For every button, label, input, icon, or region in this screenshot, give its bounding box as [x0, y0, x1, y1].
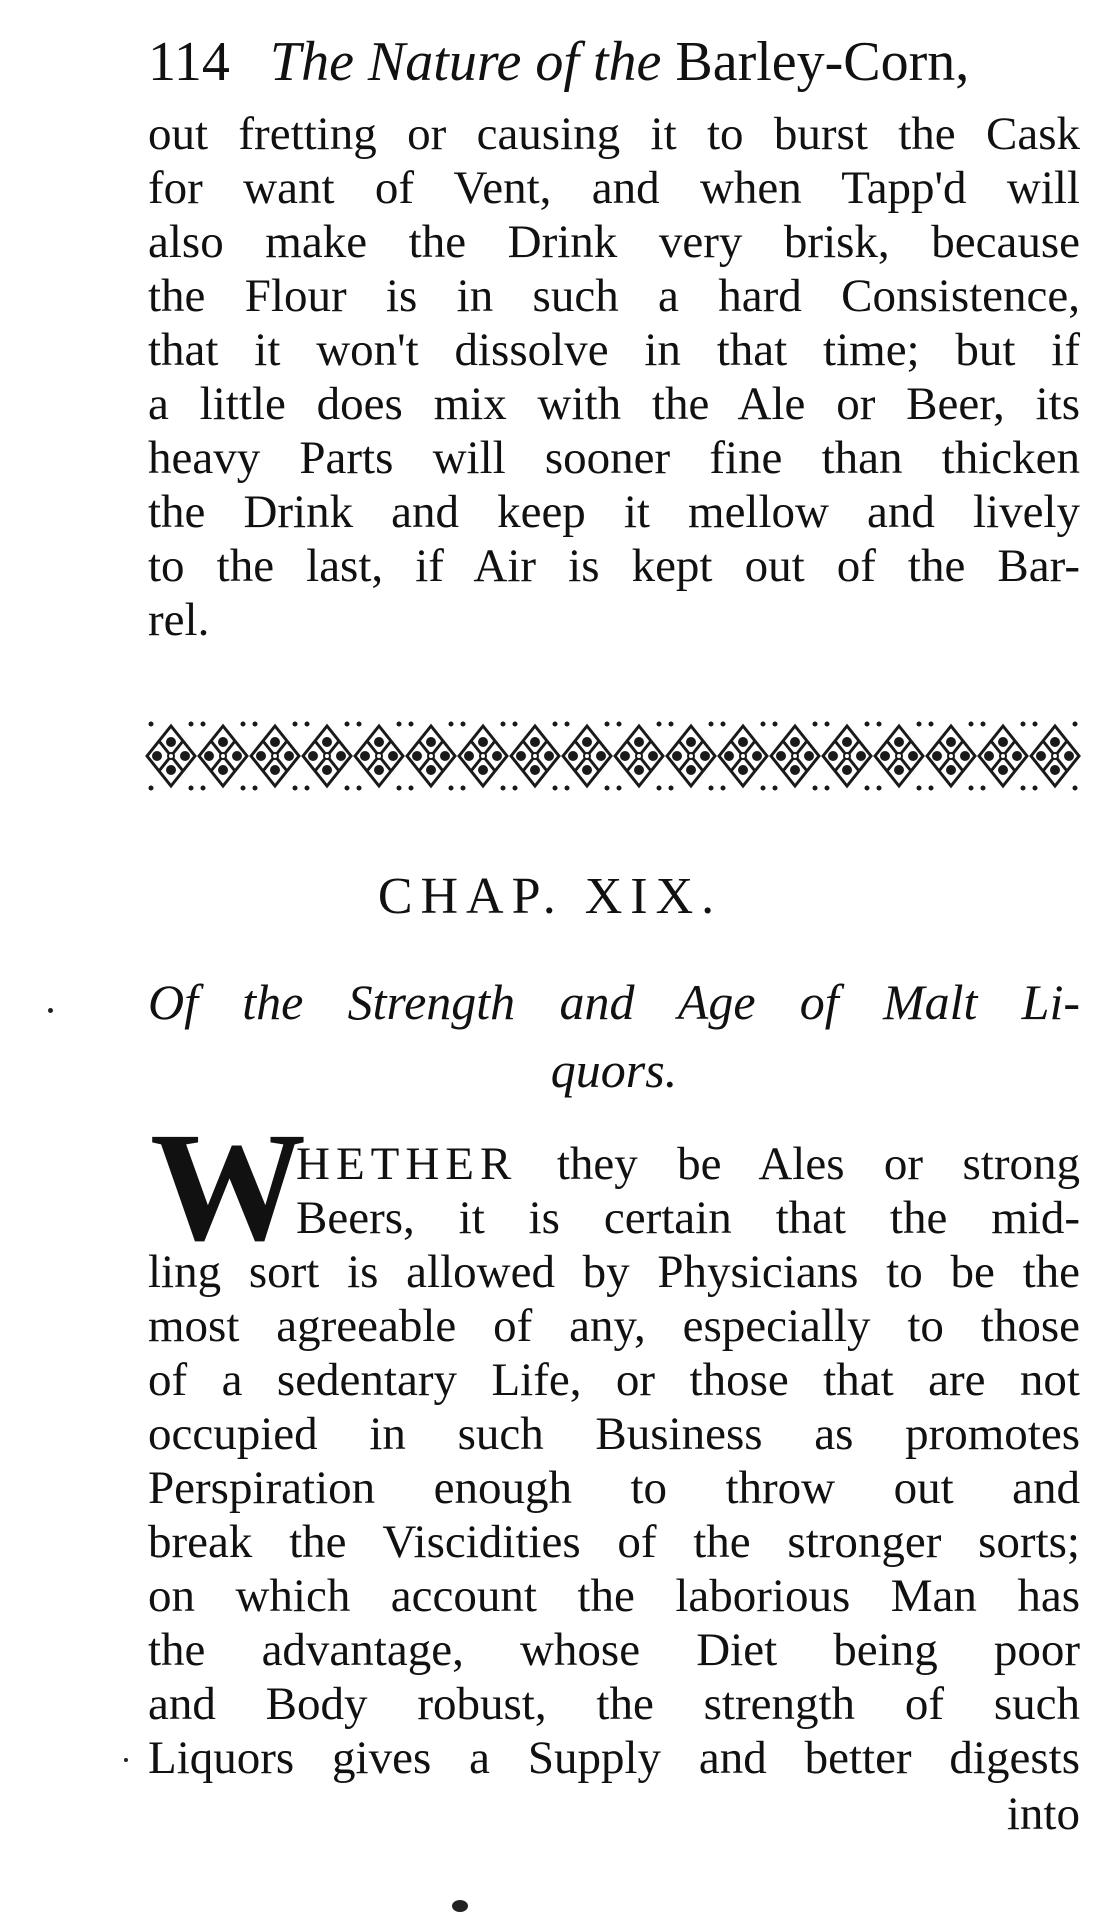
text-line: ling sort is allowed by Physicians to be the	[148, 1246, 1080, 1298]
chapter-subtitle: Of the Strength and Age of Malt Li-	[148, 974, 1080, 1030]
text-line: the Drink and keep it mellow and lively	[148, 486, 1080, 538]
text-line: on which account the laborious Man has	[148, 1570, 1080, 1622]
text-line: to the last, if Air is kept out of the Bar-	[148, 540, 1080, 592]
text-line: for want of Vent, and when Tapp'd will	[148, 162, 1080, 214]
ornament-tile	[667, 722, 715, 791]
ornament-tile	[355, 722, 403, 791]
ornamental-border	[145, 720, 1081, 792]
text-line: rel.	[148, 594, 210, 646]
text-line: break the Viscidities of the stronger sorts;	[148, 1516, 1080, 1568]
ink-speck	[48, 1008, 53, 1013]
text-line: Perspiration enough to throw out and	[148, 1462, 1080, 1514]
text-line: out fretting or causing it to burst the Cask	[148, 108, 1080, 160]
ornament-tile	[251, 722, 299, 791]
text-line: the Flour is in such a hard Consistence,	[148, 270, 1080, 322]
ornament-tile	[511, 722, 559, 791]
text-line: heavy Parts will sooner fine than thicken	[148, 432, 1080, 484]
ornament-tile	[459, 722, 507, 791]
first-line-rest: they be Ales or strong	[556, 1138, 1081, 1190]
chapter-heading: CHAP. XIX.	[377, 868, 723, 925]
text-line: that it won't dissolve in that time; but if	[148, 324, 1080, 376]
ornament-tile	[927, 722, 975, 791]
catchword: into	[1006, 1788, 1080, 1840]
text-line: the advantage, whose Diet being poor	[148, 1624, 1080, 1676]
running-title-italic: The Nature of the	[269, 31, 662, 93]
text-line: Beers, it is certain that the mid-	[296, 1192, 1080, 1244]
chapter-subtitle-continued: quors.	[550, 1042, 678, 1098]
text-line: most agreeable of any, especially to those	[148, 1300, 1080, 1352]
text-line: Liquors gives a Supply and better digests	[148, 1732, 1080, 1784]
text-line: a little does mix with the Ale or Beer, its	[148, 378, 1080, 430]
ornament-tile	[823, 722, 871, 791]
running-title-roman: Barley-Corn,	[675, 31, 970, 93]
first-word-small-caps: HETHER	[296, 1138, 518, 1190]
ornament-tile	[719, 722, 767, 791]
ornament-tile	[1031, 722, 1079, 791]
ornament-tile	[303, 722, 351, 791]
ornament-tile	[615, 722, 663, 791]
running-header	[148, 22, 1078, 102]
text-line	[296, 1136, 1080, 1192]
ornament-tile	[875, 722, 923, 791]
ink-speck	[452, 1900, 468, 1912]
text-line: also make the Drink very brisk, because	[148, 216, 1080, 268]
page-number: 114	[148, 31, 230, 93]
ornament-tile	[979, 722, 1027, 791]
text-line: of a sedentary Life, or those that are not	[148, 1354, 1080, 1406]
ornament-tile	[771, 722, 819, 791]
ornament-tile	[147, 722, 195, 791]
ink-speck	[124, 1758, 128, 1762]
text-line: occupied in such Business as promotes	[148, 1408, 1080, 1460]
drop-cap: W	[150, 1100, 306, 1273]
text-line: and Body robust, the strength of such	[148, 1678, 1080, 1730]
ornament-tile	[407, 722, 455, 791]
ornament-tile	[199, 722, 247, 791]
ornament-tiles	[147, 722, 1079, 791]
ornament-tile	[563, 722, 611, 791]
